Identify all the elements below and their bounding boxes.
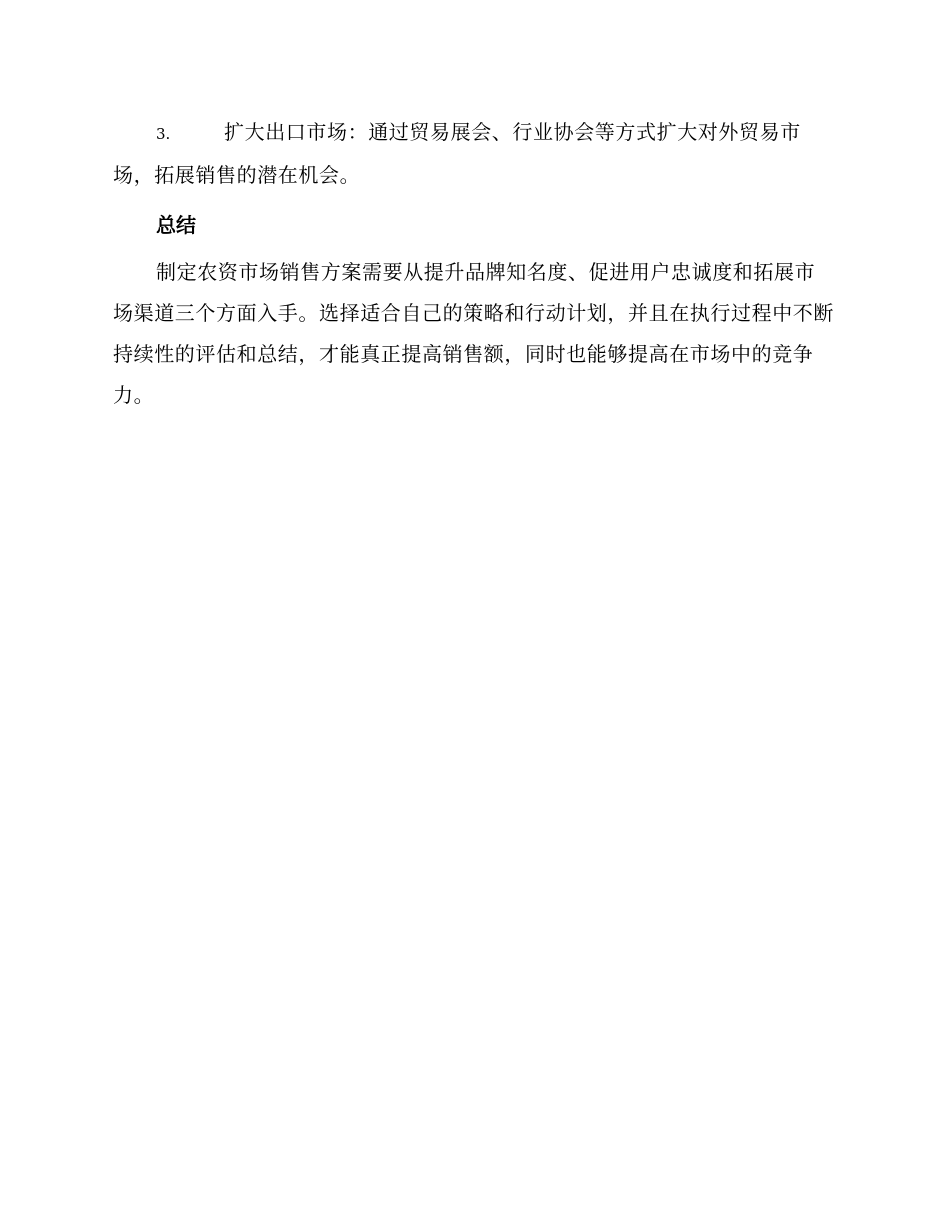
list-item-3 <box>113 112 835 196</box>
summary-heading: 总结 <box>156 213 196 237</box>
document-page <box>113 112 835 416</box>
list-item-text: 扩大出口市场：通过贸易展会、行业协会等方式扩大对外贸易市场，拓展销售的潜在机会。 <box>113 120 801 187</box>
list-number: 3. <box>156 125 171 143</box>
summary-paragraph: 制定农资市场销售方案需要从提升品牌知名度、促进用户忠诚度和拓展市场渠道三个方面入手。选择适合自己的策略和行动计划，并且在执行过程中不断持续性的评估和总结，才能真正提高销售额，同时也能够提高在市场中的竞争力。 <box>113 260 834 407</box>
